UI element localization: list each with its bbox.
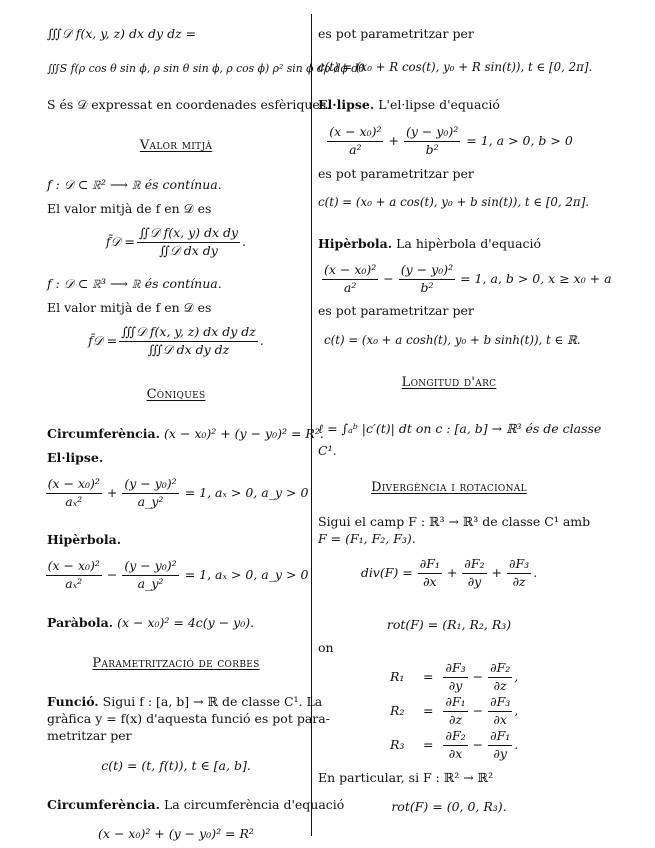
hyperbola-r-frac-2 bbox=[399, 262, 455, 297]
div-frac-1 bbox=[418, 556, 442, 591]
r1-num-2: ∂F₂ bbox=[488, 660, 512, 678]
circumference-equation: (x − x₀)² + (y − y₀)² = R². bbox=[163, 426, 324, 441]
hyperbola-label: Hipèrbola. bbox=[47, 532, 122, 547]
triple-integral-line-1: ∭𝒟 f(x, y, z) dx dy dz = bbox=[47, 26, 197, 41]
r1-den-2: ∂z bbox=[493, 677, 507, 693]
r3-frac-2 bbox=[488, 728, 512, 763]
heading-coniques: Còniques bbox=[146, 387, 206, 402]
div-frac-3 bbox=[507, 556, 531, 591]
mean2-numerator: ∬𝒟 f(x, y) dx dy bbox=[137, 225, 240, 243]
div-num-3: ∂F₃ bbox=[507, 556, 531, 574]
mean-formula-3d bbox=[47, 324, 305, 359]
rotational-2d-equation: rot(F) = (0, 0, R₃). bbox=[391, 799, 507, 814]
div-num-2: ∂F₂ bbox=[462, 556, 486, 574]
hyperbola-r-frac-1 bbox=[322, 262, 378, 297]
r2-label: R₂ bbox=[390, 702, 405, 718]
r2-equals: = bbox=[423, 702, 434, 718]
ellipse-equation bbox=[47, 476, 309, 511]
mean3-lhs: f̄𝒟 = bbox=[88, 332, 118, 348]
r3-frac-1 bbox=[443, 728, 467, 763]
r3-equals: = bbox=[423, 736, 434, 752]
hyperbola-text-right: La hipèrbola d'equació bbox=[396, 236, 542, 251]
r1-equals: = bbox=[423, 668, 434, 684]
funcio-line-1 bbox=[47, 694, 322, 711]
ellipse-r-rhs: = 1, a > 0, b > 0 bbox=[466, 132, 573, 148]
ellipse-rhs: = 1, aₓ > 0, a_y > 0 bbox=[184, 484, 309, 500]
hyperbola-den-2: a_y² bbox=[137, 575, 164, 591]
r1-end: , bbox=[514, 668, 519, 684]
div-plus-2: + bbox=[491, 564, 503, 580]
ellipse-num-1: (x − x₀)² bbox=[46, 476, 102, 494]
circumference-label: Circumferència. bbox=[47, 426, 160, 441]
r3-minus: − bbox=[472, 736, 484, 752]
hyperbola-r-num-1: (x − x₀)² bbox=[322, 262, 378, 280]
r3-equation bbox=[390, 728, 518, 763]
ellipse-label: El·lipse. bbox=[47, 450, 104, 465]
r1-frac-1 bbox=[443, 660, 467, 695]
div-lhs: div(F) = bbox=[360, 564, 413, 580]
r1-frac-2 bbox=[488, 660, 512, 695]
mean2-lhs: f̄𝒟 = bbox=[105, 233, 135, 249]
div-den-1: ∂x bbox=[423, 573, 437, 589]
funcio-text-1: Sigui f : [a, b] → ℝ de classe C¹. La bbox=[102, 694, 323, 709]
r2-frac-1 bbox=[443, 694, 467, 729]
hyperbola-parametrization: c(t) = (x₀ + a cosh(t), y₀ + b sinh(t)), t ∈ ℝ. bbox=[324, 333, 581, 347]
heading-parametritzacio: Parametrització de corbes bbox=[92, 656, 260, 671]
r1-label: R₁ bbox=[390, 668, 405, 684]
arc-length-continuation: C¹. bbox=[318, 443, 337, 458]
hyperbola-den-1: aₓ² bbox=[65, 575, 83, 591]
mean2-denominator: ∬𝒟 dx dy bbox=[159, 242, 218, 258]
hyperbola-equation bbox=[47, 558, 309, 593]
r2-equation bbox=[390, 694, 518, 729]
hyperbola-r-den-1: a² bbox=[343, 279, 357, 295]
f3-statement: f : 𝒟 ⊂ ℝ³ ⟶ ℝ és contínua. bbox=[47, 276, 222, 291]
r1-equation bbox=[390, 660, 518, 695]
r3-den-1: ∂x bbox=[448, 745, 463, 761]
ellipse-den-1: aₓ² bbox=[65, 493, 83, 509]
funcio-equation: c(t) = (t, f(t)), t ∈ [a, b]. bbox=[101, 758, 251, 773]
r3-num-1: ∂F₂ bbox=[443, 728, 467, 746]
r3-num-2: ∂F₁ bbox=[488, 728, 512, 746]
funcio-text-2: gràfica y = f(x) d'aquesta funció es pot para- bbox=[47, 711, 330, 726]
ellipse-r-plus: + bbox=[388, 132, 399, 148]
ellipse-text-right: L'el·lipse d'equació bbox=[378, 97, 500, 112]
hyperbola-rhs: = 1, aₓ > 0, a_y > 0 bbox=[184, 566, 309, 582]
on-text: on bbox=[318, 640, 334, 655]
ellipse-frac-1 bbox=[46, 476, 102, 511]
circumference2-label: Circumferència. bbox=[47, 797, 160, 812]
param-text-3: es pot parametritzar per bbox=[318, 303, 474, 318]
div-den-2: ∂y bbox=[467, 573, 482, 589]
field-text-2: F = (F₁, F₂, F₃). bbox=[318, 531, 416, 546]
circle-parametrization: c(t) = (x₀ + R cos(t), y₀ + R sin(t)), t ∈ [0, 2π]. bbox=[318, 60, 593, 74]
ellipse-label-right: El·lipse. bbox=[318, 97, 375, 112]
r1-minus: − bbox=[472, 668, 484, 684]
hyperbola-r-minus: − bbox=[383, 270, 394, 286]
hyperbola-num-1: (x − x₀)² bbox=[46, 558, 102, 576]
rotational-equation: rot(F) = (R₁, R₂, R₃) bbox=[386, 617, 512, 632]
div-end: . bbox=[533, 564, 538, 580]
hyperbola-line bbox=[318, 236, 541, 253]
ellipse-r-num-2: (y − y₀)² bbox=[404, 124, 460, 142]
r1-num-1: ∂F₃ bbox=[443, 660, 467, 678]
mean-text-1: El valor mitjà de f en 𝒟 es bbox=[47, 201, 212, 216]
ellipse-r-den-2: b² bbox=[425, 141, 439, 157]
heading-valor-mitja: Valor mitjà bbox=[139, 138, 213, 153]
parabola-line bbox=[47, 615, 254, 632]
arc-length-formula: ℓ = ∫ₐᵇ |c′(t)| dt on c : [a, b] → ℝ³ és de classe bbox=[318, 421, 602, 436]
hyperbola-r-rhs: = 1, a, b > 0, x ≥ x₀ + a bbox=[460, 270, 612, 286]
mean-formula-2d bbox=[47, 225, 305, 260]
r3-end: . bbox=[514, 736, 519, 752]
ellipse-r-frac-1 bbox=[327, 124, 383, 159]
div-num-1: ∂F₁ bbox=[418, 556, 442, 574]
ellipse-r-num-1: (x − x₀)² bbox=[327, 124, 383, 142]
ellipse-den-2: a_y² bbox=[137, 493, 164, 509]
hyperbola-r-num-2: (y − y₀)² bbox=[399, 262, 455, 280]
r2-num-1: ∂F₁ bbox=[443, 694, 467, 712]
mean2-end: . bbox=[242, 233, 247, 249]
div-frac-2 bbox=[462, 556, 486, 591]
funcio-text-3: metritzar per bbox=[47, 728, 132, 743]
triple-integral-line-2: ∭S f(ρ cos θ sin ϕ, ρ sin θ sin ϕ, ρ cos ϕ) ρ² sin ϕ dρ dϕ dθ bbox=[47, 62, 365, 75]
funcio-label: Funció. bbox=[47, 694, 99, 709]
hyperbola-minus: − bbox=[106, 566, 118, 582]
div-plus-1: + bbox=[446, 564, 458, 580]
r2-frac-2 bbox=[488, 694, 512, 729]
parabola-equation: (x − x₀)² = 4c(y − y₀). bbox=[117, 615, 255, 630]
ellipse-frac-2 bbox=[122, 476, 178, 511]
hyperbola-r-den-2: b² bbox=[420, 279, 434, 295]
r3-label: R₃ bbox=[390, 736, 405, 752]
ellipse-equation-right bbox=[318, 124, 580, 159]
particular-text: En particular, si F : ℝ² → ℝ² bbox=[318, 770, 494, 785]
mean-text-2: El valor mitjà de f en 𝒟 es bbox=[47, 300, 212, 315]
divergence-equation bbox=[318, 556, 580, 591]
hyperbola-frac-2 bbox=[122, 558, 178, 593]
r3-den-2: ∂y bbox=[493, 745, 507, 761]
ellipse-line bbox=[318, 97, 500, 114]
spherical-note: S és 𝒟 expressat en coordenades esfèriques. bbox=[47, 97, 331, 112]
ellipse-r-frac-2 bbox=[404, 124, 460, 159]
mean3-fraction bbox=[119, 324, 258, 359]
ellipse-plus: + bbox=[106, 484, 118, 500]
mean3-numerator: ∭𝒟 f(x, y, z) dx dy dz bbox=[119, 324, 258, 342]
ellipse-parametrization: c(t) = (x₀ + a cos(t), y₀ + b sin(t)), t ∈ [0, 2π]. bbox=[318, 195, 590, 209]
r2-num-2: ∂F₃ bbox=[488, 694, 512, 712]
hyperbola-num-2: (y − y₀)² bbox=[122, 558, 178, 576]
heading-divergencia: Divergència i rotacional bbox=[371, 480, 527, 495]
ellipse-num-2: (y − y₀)² bbox=[122, 476, 178, 494]
heading-longitud: Longitud d'arc bbox=[401, 375, 497, 390]
hyperbola-equation-right bbox=[320, 262, 612, 297]
param-text-1: es pot parametritzar per bbox=[318, 26, 474, 41]
div-den-3: ∂z bbox=[512, 573, 526, 589]
circumference2-line bbox=[47, 797, 344, 814]
circumference2-equation: (x − x₀)² + (y − y₀)² = R² bbox=[98, 826, 254, 841]
f2-statement: f : 𝒟 ⊂ ℝ² ⟶ ℝ és contínua. bbox=[47, 177, 222, 192]
r2-minus: − bbox=[472, 702, 484, 718]
parabola-label: Paràbola. bbox=[47, 615, 114, 630]
mean3-denominator: ∭𝒟 dx dy dz bbox=[147, 341, 230, 357]
hyperbola-label-right: Hipèrbola. bbox=[318, 236, 393, 251]
circumference2-text: La circumferència d'equació bbox=[163, 797, 345, 812]
mean3-end: . bbox=[259, 332, 264, 348]
r1-den-1: ∂y bbox=[448, 677, 463, 693]
mean2-fraction bbox=[137, 225, 240, 260]
hyperbola-frac-1 bbox=[46, 558, 102, 593]
r2-end: , bbox=[514, 702, 519, 718]
circumference-line bbox=[47, 426, 324, 443]
ellipse-r-den-1: a² bbox=[349, 141, 362, 157]
r2-den-2: ∂x bbox=[493, 711, 507, 727]
param-text-2: es pot parametritzar per bbox=[318, 166, 474, 181]
field-text-1: Sigui el camp F : ℝ³ → ℝ³ de classe C¹ amb bbox=[318, 514, 591, 529]
r2-den-1: ∂z bbox=[449, 711, 463, 727]
